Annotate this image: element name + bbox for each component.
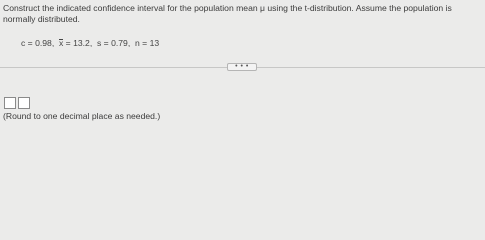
upper-bound-input[interactable] xyxy=(18,97,30,109)
rounding-instruction: (Round to one decimal place as needed.) xyxy=(3,111,161,121)
given-xbar-value: = 13.2, xyxy=(63,38,93,48)
given-n: n = 13 xyxy=(135,38,160,48)
question-prompt: Construct the indicated confidence interval for the population mean μ using the t-distribution. Assume the population is normally distributed. xyxy=(3,3,452,24)
expand-button[interactable] xyxy=(227,63,257,71)
given-xbar-symbol: x xyxy=(59,38,64,48)
given-c: c = 0.98, xyxy=(21,38,55,48)
more-dots-icon: • • • xyxy=(235,62,249,70)
lower-bound-input[interactable] xyxy=(4,97,16,109)
confidence-interval-answer xyxy=(4,97,30,109)
given-s: s = 0.79, xyxy=(97,38,131,48)
given-values xyxy=(21,38,159,49)
